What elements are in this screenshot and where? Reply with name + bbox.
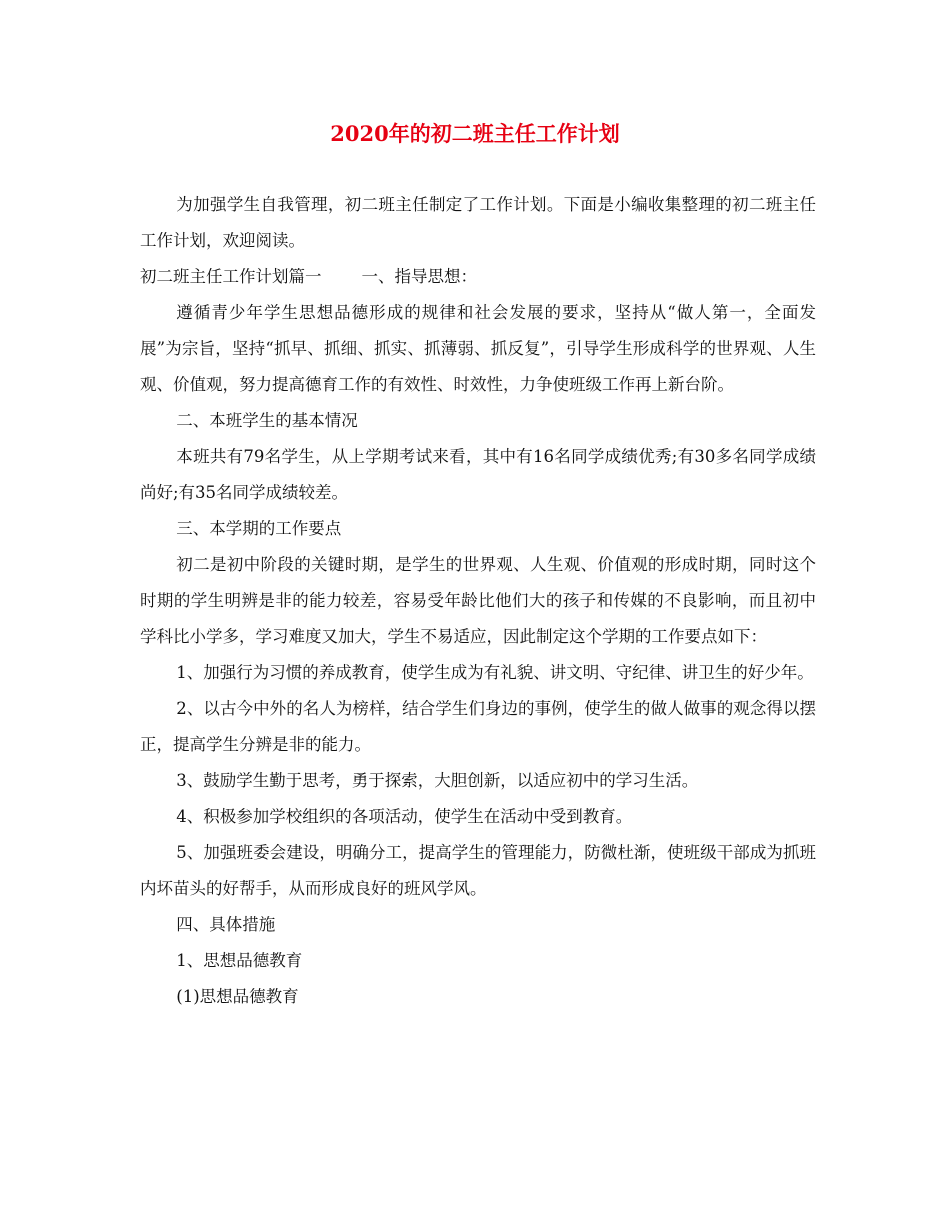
subheading-moral-education-1: (1)思想品德教育 bbox=[176, 987, 299, 1006]
paragraph-work-points: 初二是初中阶段的关键时期，是学生的世界观、人生观、价值观的形成时期，同时这个时期的学生明辨是非的能力较差，容易受年龄比他们大的孩子和传媒的不良影响，而且初中学科比小学多，学习难度又加大，学生不易适应，因此制定这个学期的工作要点如下： bbox=[140, 555, 816, 646]
work-point-item-3: 3、鼓励学生勤于思考，勇于探索，大胆创新，以适应初中的学习生活。 bbox=[176, 771, 699, 790]
document-title: 2020年的初二班主任工作计划 bbox=[330, 121, 620, 146]
heading-measures: 四、具体措施 bbox=[176, 915, 276, 934]
work-point-item-4: 4、积极参加学校组织的各项活动，使学生在活动中受到教育。 bbox=[176, 807, 633, 826]
work-point-item-5: 5、加强班委会建设，明确分工，提高学生的管理能力，防微杜渐，使班级干部成为抓班内坏苗头的好帮手，从而形成良好的班风学风。 bbox=[140, 843, 816, 898]
document-body bbox=[140, 187, 816, 1015]
section-heading-line bbox=[140, 259, 816, 295]
heading-work-points: 三、本学期的工作要点 bbox=[176, 519, 342, 538]
heading-class-situation: 二、本班学生的基本情况 bbox=[176, 411, 358, 430]
paragraph-guiding-ideology: 遵循青少年学生思想品德形成的规律和社会发展的要求，坚持从“做人第一，全面发展”为宗旨，坚持“抓早、抓细、抓实、抓薄弱、抓反复”，引导学生形成科学的世界观、人生观、价值观，努力提高德育工作的有效性、时效性，力争使班级工作再上新台阶。 bbox=[140, 303, 816, 394]
heading-guiding-ideology: 一、指导思想： bbox=[361, 267, 477, 286]
subheading-moral-education: 1、思想品德教育 bbox=[176, 951, 303, 970]
work-point-item-1: 1、加强行为习惯的养成教育，使学生成为有礼貌、讲文明、守纪律、讲卫生的好少年。 bbox=[176, 663, 814, 682]
section-label: 初二班主任工作计划篇一 bbox=[140, 267, 322, 286]
paragraph-class-situation: 本班共有79名学生，从上学期考试来看，其中有16名同学成绩优秀;有30多名同学成绩尚好;有35名同学成绩较差。 bbox=[140, 447, 816, 502]
work-point-item-2: 2、以古今中外的名人为榜样，结合学生们身边的事例，使学生的做人做事的观念得以摆正，提高学生分辨是非的能力。 bbox=[140, 699, 816, 754]
intro-paragraph: 为加强学生自我管理，初二班主任制定了工作计划。下面是小编收集整理的初二班主任工作计划，欢迎阅读。 bbox=[140, 195, 816, 250]
